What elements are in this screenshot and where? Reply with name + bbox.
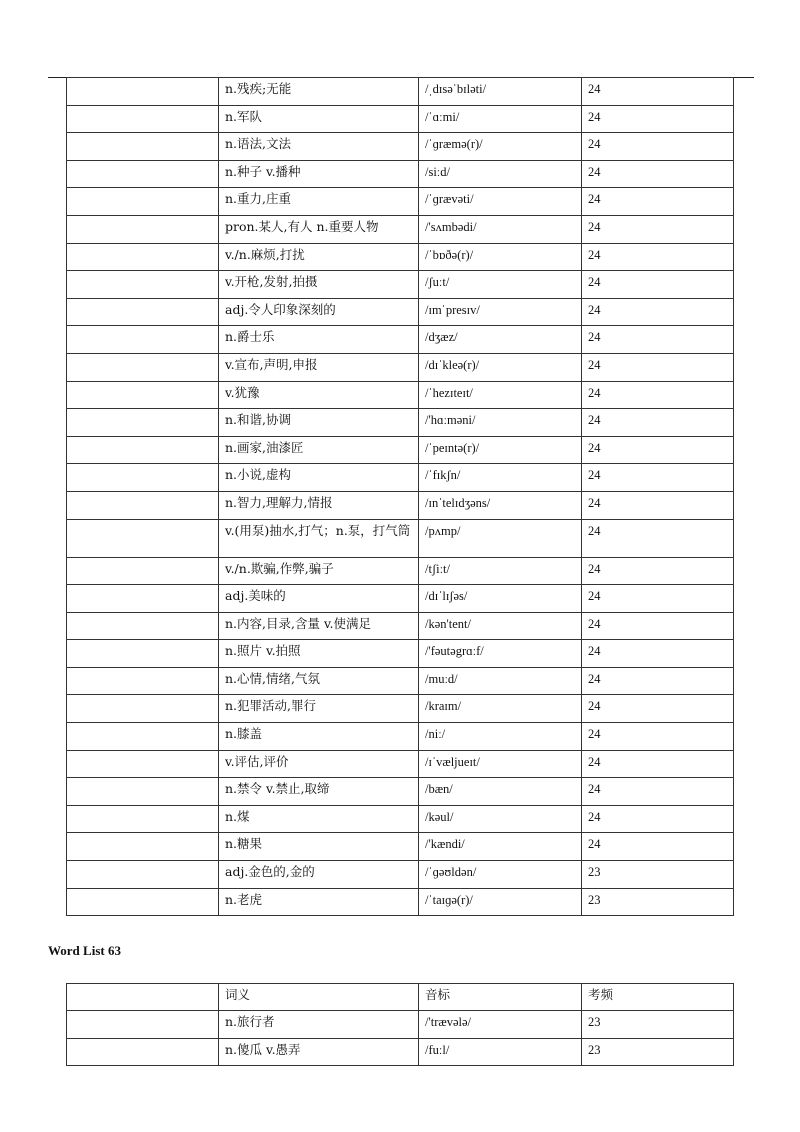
table-row [67,723,734,751]
phonetic-cell: /ˈɡrævəti/ [419,188,582,216]
table-row [67,326,734,354]
meaning-cell: v.(用泵)抽水,打气；n.泵，打气筒 [219,519,419,557]
table-row [67,640,734,668]
word-cell [67,105,219,133]
phonetic-cell: /ˈtaɪɡə(r)/ [419,888,582,916]
phonetic-cell: /ˌdɪsəˈbɪləti/ [419,78,582,106]
phonetic-cell: /'sʌmbədi/ [419,215,582,243]
word-cell [67,695,219,723]
meaning-cell: pron.某人,有人 n.重要人物 [219,215,419,243]
vocab-table-62 [66,77,734,916]
table-row [67,667,734,695]
phonetic-cell: /siːd/ [419,160,582,188]
word-cell [67,667,219,695]
meaning-cell: n.重力,庄重 [219,188,419,216]
phonetic-cell: /'hɑːməni/ [419,409,582,437]
table-header-row [67,984,734,1011]
word-cell [67,133,219,161]
table-row [67,188,734,216]
meaning-cell: n.爵士乐 [219,326,419,354]
frequency-cell: 24 [582,436,734,464]
frequency-cell: 23 [582,1011,734,1039]
frequency-cell: 24 [582,833,734,861]
frequency-cell: 24 [582,464,734,492]
word-cell [67,612,219,640]
phonetic-cell: /kəul/ [419,805,582,833]
table-row [67,888,734,916]
frequency-cell: 24 [582,519,734,557]
frequency-cell: 24 [582,640,734,668]
phonetic-cell: /ˈpeɪntə(r)/ [419,436,582,464]
phonetic-cell: /tʃiːt/ [419,557,582,585]
word-cell [67,78,219,106]
word-cell [67,436,219,464]
frequency-cell: 24 [582,78,734,106]
frequency-cell: 24 [582,298,734,326]
meaning-cell: adj.金色的,金的 [219,861,419,889]
meaning-cell: n.心情,情绪,气氛 [219,667,419,695]
frequency-cell: 24 [582,188,734,216]
table-row [67,409,734,437]
frequency-cell: 24 [582,409,734,437]
phonetic-cell: /fuːl/ [419,1038,582,1066]
phonetic-cell: /niː/ [419,723,582,751]
word-cell [67,1038,219,1066]
table-row [67,695,734,723]
header-phonetic: 音标 [419,984,582,1011]
frequency-cell: 24 [582,750,734,778]
table-row [67,778,734,806]
word-cell [67,833,219,861]
word-cell [67,464,219,492]
vocab-table-63 [66,983,734,1066]
meaning-cell: n.旅行者 [219,1011,419,1039]
meaning-cell: adj.美味的 [219,585,419,613]
table-row [67,1038,734,1066]
table-row [67,215,734,243]
table-row [67,833,734,861]
phonetic-cell: /dɪˈkleə(r)/ [419,353,582,381]
word-cell [67,557,219,585]
meaning-cell: n.画家,油漆匠 [219,436,419,464]
word-cell [67,984,219,1011]
word-cell [67,585,219,613]
table-row [67,805,734,833]
phonetic-cell: /bæn/ [419,778,582,806]
table-row [67,519,734,557]
header-frequency: 考频 [582,984,734,1011]
phonetic-cell: /'trævələ/ [419,1011,582,1039]
meaning-cell: n.语法,文法 [219,133,419,161]
table-row [67,464,734,492]
meaning-cell: n.照片 v.拍照 [219,640,419,668]
table-row [67,381,734,409]
table-row [67,750,734,778]
table-row [67,353,734,381]
frequency-cell: 23 [582,888,734,916]
frequency-cell: 24 [582,557,734,585]
meaning-cell: n.煤 [219,805,419,833]
word-cell [67,215,219,243]
meaning-cell: n.军队 [219,105,419,133]
frequency-cell: 24 [582,160,734,188]
meaning-cell: n.膝盖 [219,723,419,751]
word-cell [67,750,219,778]
phonetic-cell: /ˈɑːmi/ [419,105,582,133]
phonetic-cell: /dɪˈlɪʃəs/ [419,585,582,613]
table-row [67,491,734,519]
phonetic-cell: /ˈɡəʊldən/ [419,861,582,889]
table-row [67,557,734,585]
phonetic-cell: /pʌmp/ [419,519,582,557]
meaning-cell: v.评估,评价 [219,750,419,778]
section-title: Word List 63 [48,943,121,958]
meaning-cell: n.内容,目录,含量 v.使满足 [219,612,419,640]
word-cell [67,243,219,271]
table-row [67,612,734,640]
frequency-cell: 24 [582,215,734,243]
word-cell [67,640,219,668]
meaning-cell: n.禁令 v.禁止,取缔 [219,778,419,806]
word-cell [67,723,219,751]
meaning-cell: n.犯罪活动,罪行 [219,695,419,723]
phonetic-cell: /dʒæz/ [419,326,582,354]
meaning-cell: n.傻瓜 v.愚弄 [219,1038,419,1066]
phonetic-cell: /'fəutəgrɑːf/ [419,640,582,668]
table-row [67,133,734,161]
meaning-cell: adj.令人印象深刻的 [219,298,419,326]
table-row [67,271,734,299]
phonetic-cell: /ˈbɒðə(r)/ [419,243,582,271]
meaning-cell: n.种子 v.播种 [219,160,419,188]
phonetic-cell: /ˈfɪkʃn/ [419,464,582,492]
table-row [67,861,734,889]
phonetic-cell: /muːd/ [419,667,582,695]
table-row [67,105,734,133]
table-row [67,243,734,271]
word-cell [67,861,219,889]
phonetic-cell: /ʃuːt/ [419,271,582,299]
frequency-cell: 24 [582,326,734,354]
word-cell [67,326,219,354]
frequency-cell: 24 [582,667,734,695]
meaning-cell: n.智力,理解力,情报 [219,491,419,519]
frequency-cell: 24 [582,695,734,723]
phonetic-cell: /ɪmˈpresɪv/ [419,298,582,326]
word-cell [67,519,219,557]
table-row [67,585,734,613]
frequency-cell: 24 [582,243,734,271]
meaning-cell: v./n.欺骗,作弊,骗子 [219,557,419,585]
phonetic-cell: /kraɪm/ [419,695,582,723]
table-row [67,1011,734,1039]
word-cell [67,1011,219,1039]
meaning-cell: n.老虎 [219,888,419,916]
header-meaning: 词义 [219,984,419,1011]
phonetic-cell: /ɪnˈtelɪdʒəns/ [419,491,582,519]
word-cell [67,778,219,806]
word-cell [67,888,219,916]
phonetic-cell: /'kændi/ [419,833,582,861]
table-row [67,298,734,326]
meaning-cell: n.和谐,协调 [219,409,419,437]
frequency-cell: 24 [582,271,734,299]
frequency-cell: 24 [582,133,734,161]
word-cell [67,381,219,409]
meaning-cell: n.残疾;无能 [219,78,419,106]
frequency-cell: 24 [582,723,734,751]
frequency-cell: 23 [582,1038,734,1066]
meaning-cell: n.小说,虚构 [219,464,419,492]
phonetic-cell: /ˈɡræmə(r)/ [419,133,582,161]
word-cell [67,298,219,326]
phonetic-cell: /ɪˈvæljueɪt/ [419,750,582,778]
frequency-cell: 24 [582,381,734,409]
phonetic-cell: /kən'tent/ [419,612,582,640]
word-cell [67,409,219,437]
frequency-cell: 24 [582,805,734,833]
word-cell [67,188,219,216]
word-cell [67,805,219,833]
frequency-cell: 24 [582,105,734,133]
table-row [67,160,734,188]
frequency-cell: 24 [582,612,734,640]
word-cell [67,491,219,519]
phonetic-cell: /ˈhezɪteɪt/ [419,381,582,409]
frequency-cell: 24 [582,585,734,613]
word-cell [67,353,219,381]
frequency-cell: 24 [582,778,734,806]
table-row [67,436,734,464]
word-cell [67,271,219,299]
meaning-cell: n.糖果 [219,833,419,861]
meaning-cell: v.开枪,发射,拍摄 [219,271,419,299]
meaning-cell: v./n.麻烦,打扰 [219,243,419,271]
frequency-cell: 24 [582,353,734,381]
meaning-cell: v.犹豫 [219,381,419,409]
frequency-cell: 23 [582,861,734,889]
meaning-cell: v.宣布,声明,申报 [219,353,419,381]
frequency-cell: 24 [582,491,734,519]
table-row [67,78,734,106]
word-cell [67,160,219,188]
